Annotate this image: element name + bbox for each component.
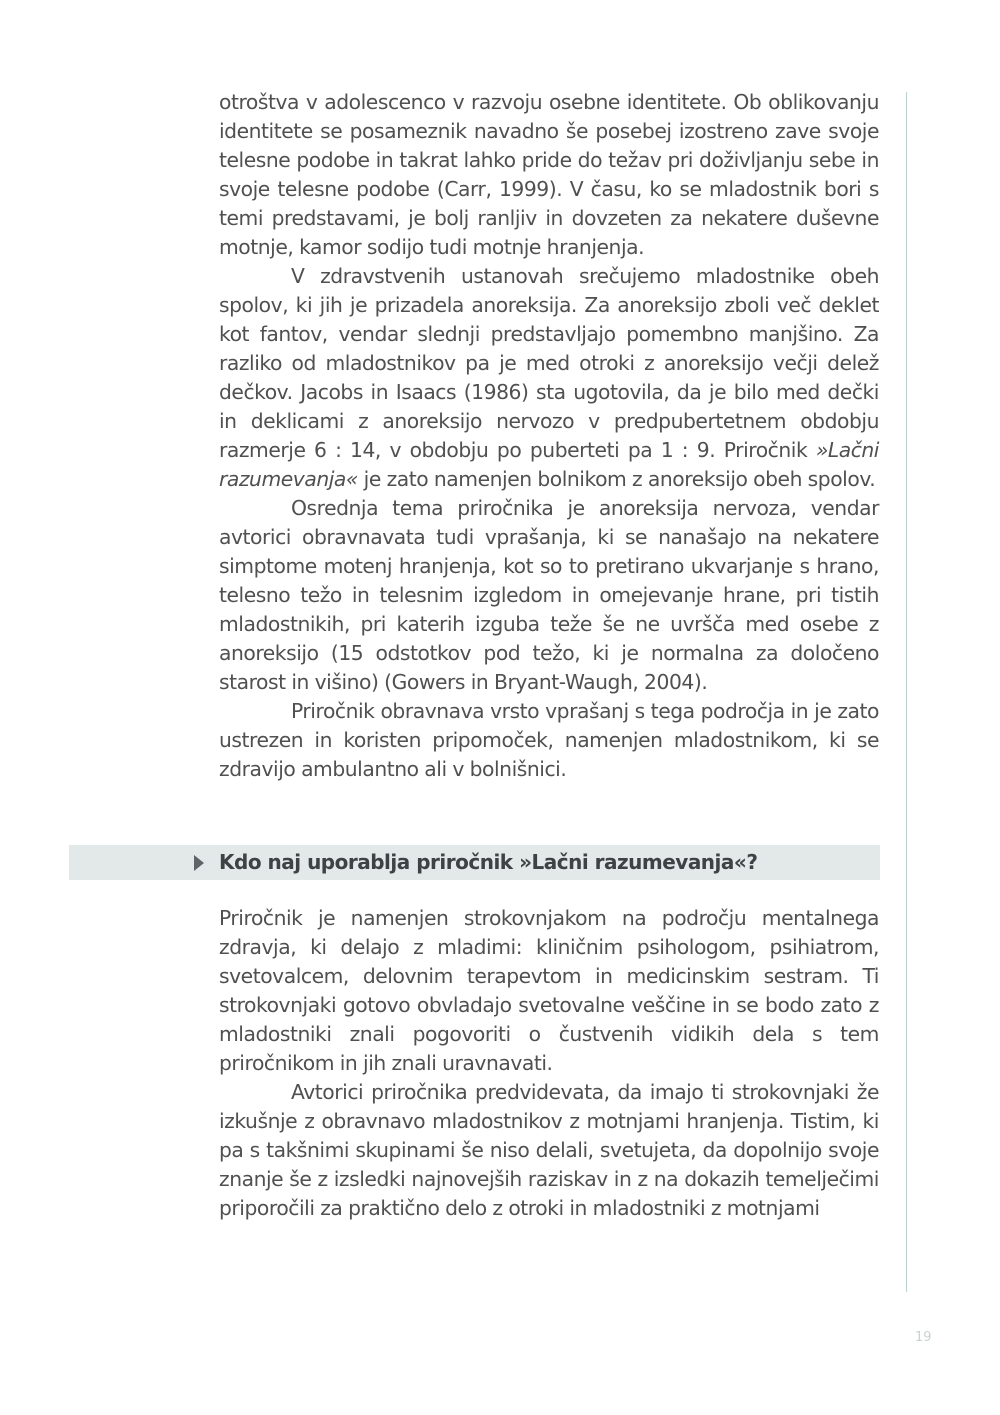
paragraph: Osrednja tema priročnika je anoreksija nervoza, vendar avtorici obravnavata tudi vprašanja, ki se nanašajo na nekatere simptome motenj hranjenja, kot so to pretirano ukvarjanje s hrano, telesno težo in telesnim izgledom in omejevanje hrane, pri tistih mladostnikih, pri katerih izguba teže še ne uvršča med osebe z anoreksijo (15 odstotkov pod težo, ki je normalna za določeno starost in višino) (Gowers in Bryant-Waugh, 2004). bbox=[219, 496, 879, 694]
paragraph-text: je zato namenjen bolnikom z anoreksijo obeh spolov. bbox=[357, 467, 876, 491]
margin-rule bbox=[906, 92, 907, 1292]
paragraph: otroštva v adolescenco v razvoju osebne identitete. Ob oblikovanju identitete se posameznik navadno še posebej izostreno zave svoje telesne podobe in takrat lahko pride do težav pri doživljanju sebe in svoje telesne podobe (Carr, 1999). V času, ko se mladostnik bori s temi predstavami, je bolj ranljiv in dovzeten za nekatere duševne motnje, kamor sodijo tudi motnje hranjenja. bbox=[219, 90, 879, 259]
triangle-right-icon bbox=[194, 855, 204, 871]
paragraph: Priročnik je namenjen strokovnjakom na področju mentalnega zdravja, ki delajo z mladimi: kliničnim psihologom, psihiatrom, svetovalcem, delovnim terapevtom in medicinskim sestram. Ti strokovnjaki gotovo obvladajo svetovalne veščine in se bodo zato z mladostniki znali pogovoriti o čustvenih vidikih dela s tem priročnikom in jih znali uravnavati. bbox=[219, 906, 879, 1075]
paragraph bbox=[219, 262, 879, 494]
body-text-bottom bbox=[219, 904, 879, 1223]
section-title: Kdo naj uporablja priročnik »Lačni razumevanja«? bbox=[219, 850, 758, 874]
book-title-italic: »Lačni razumevanja« bbox=[219, 438, 879, 491]
paragraph-text: V zdravstvenih ustanovah srečujemo mladostnike obeh spolov, ki jih je prizadela anoreksija. Za anoreksijo zboli več deklet kot fantov, vendar slednji predstavljajo pomembno manjšino. Za razliko od mladostnikov pa je med otroki z anoreksijo večji delež dečkov. Jacobs in Isaacs (1986) sta ugotovila, da je bilo med dečki in deklicami z anoreksijo nervozo v predpubertetnem obdobju razmerje 6 : 14, v obdobju po puberteti pa 1 : 9. Priročnik bbox=[219, 264, 879, 462]
page-number: 19 bbox=[915, 1330, 932, 1345]
body-text-top bbox=[219, 88, 879, 784]
paragraph: Avtorici priročnika predvidevata, da imajo ti strokovnjaki že izkušnje z obravnavo mladostnikov z motnjami hranjenja. Tistim, ki pa s takšnimi skupinami še niso delali, svetujeta, da dopolnijo svoje znanje še z izsledki najnovejših raziskav in z na dokazih temelječimi priporočili za praktično delo z otroki in mladostniki z motnjami bbox=[219, 1080, 879, 1220]
section-heading-bar bbox=[69, 845, 880, 880]
paragraph: Priročnik obravnava vrsto vprašanj s tega področja in je zato ustrezen in koristen pripomoček, namenjen mladostnikom, ki se zdravijo ambulantno ali v bolnišnici. bbox=[219, 699, 879, 781]
